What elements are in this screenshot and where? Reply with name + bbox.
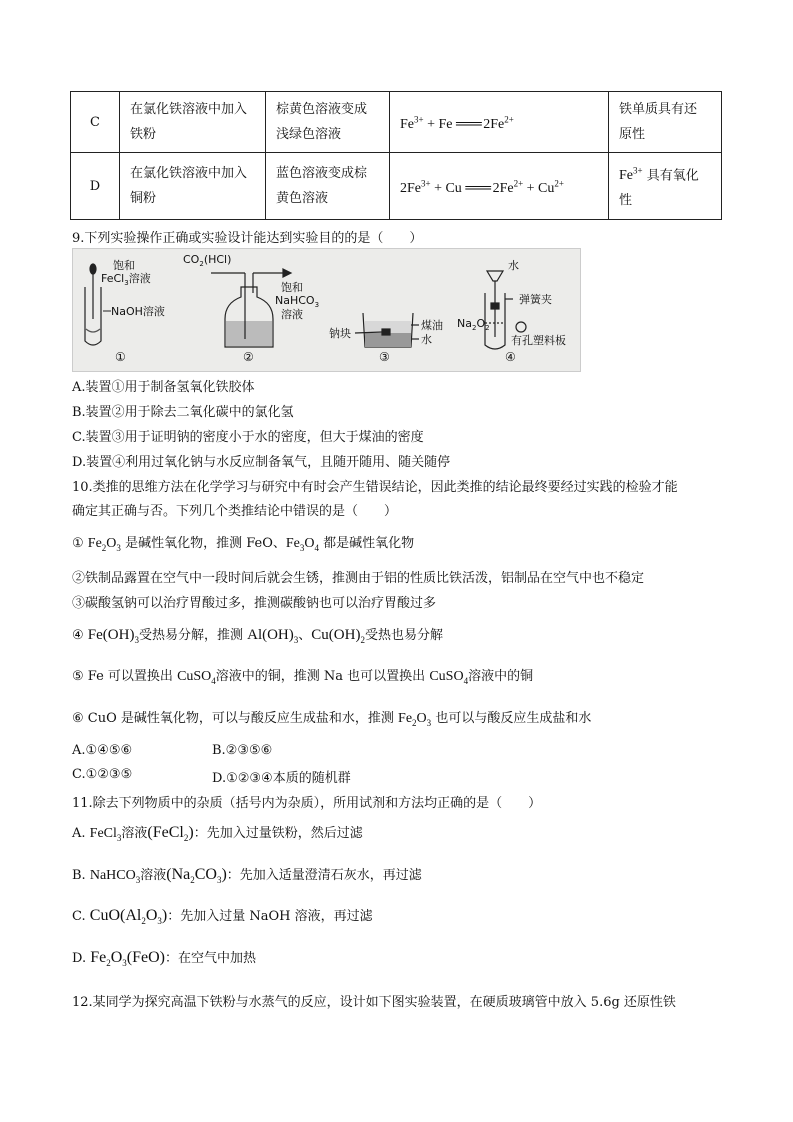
cell-text: 性 [619,193,633,209]
label-n3: ③ [379,350,390,364]
q10-statement-2: ②铁制品露置在空气中一段时间后就会生锈，推测由于铝的性质比铁活泼，铝制品在空气中也不稳定 [72,571,645,586]
cell-text: 原性 [619,127,646,142]
q10-option-b: B.②③⑤⑥ [212,743,273,758]
answer-table [70,91,722,220]
label-n2: ② [243,350,254,364]
label-3a: 钠块 [329,327,351,340]
label-4a: 水 [508,259,519,272]
phenomenon-cell [266,92,390,153]
label-1c: NaOH溶液 [111,305,165,318]
operation-cell [120,153,266,220]
conclusion-cell: $Fe^{3+}$ 具有氧化 性 [609,153,722,220]
q11-option-c: C. $CuO(Al_2O_3)$：先加入过量 NaOH 溶液，再过滤 [72,907,373,927]
label-3c: 水 [421,333,432,346]
experiment-apparatus-figure [72,248,581,372]
label-1-fecl3: FeCl$_3$溶液 [101,272,151,287]
label-n4: ④ [505,350,516,364]
apparatus-2 [211,269,291,347]
q10-statement-3: ③碳酸氢钠可以治疗胃酸过多，推测碳酸钠也可以治疗胃酸过多 [72,596,437,611]
question-9-stem: 9.下列实验操作正确或实验设计能达到实验目的的是（ ） [72,231,423,246]
phenomenon-cell [266,153,390,220]
apparatus-drawing [73,249,580,371]
equation-cell: $2Fe^{3+} + Cu$ ═══ $2Fe^{2+} + Cu^{2+}$ [390,153,609,220]
q9-option-d: D.装置④利用过氧化钠与水反应制备氧气，且随开随用、随关随停 [72,455,451,470]
label-n1: ① [115,350,126,364]
question-11-stem: 11.除去下列物质中的杂质（括号内为杂质），所用试剂和方法均正确的是（ ） [72,796,542,811]
cell-text: 蓝色溶液变成棕 [276,166,368,181]
q10-statement-1: ① $Fe_2O_3$ 是碱性氧化物，推测 FeO、$Fe_3O_4$ 都是碱性氧化物 [72,536,415,553]
q11-option-d: D. $Fe_2O_3(FeO)$：在空气中加热 [72,949,257,969]
question-10-stem-line1: 10.类推的思维方法在化学学习与研究中有时会产生错误结论，因此类推的结论最终要经过实践的检验才能 [72,480,678,495]
label-4c: 有孔塑料板 [511,334,566,347]
row-key: C [71,92,120,153]
label-2-nahco3: NaHCO$_3$ [275,294,320,309]
cell-text: 在氯化铁溶液中加入 [130,166,248,181]
q10-statement-6: ⑥ CuO 是碱性氧化物，可以与酸反应生成盐和水，推测 $Fe_2O_3$ 也可以与酸反应生成盐和水 [72,711,592,728]
label-4-na2o2: $Na_2O_2$ [457,317,490,332]
q11-option-a: A. FeCl$_3$溶液(FeCl$_2$)：先加入过量铁粉，然后过滤 [72,824,363,844]
cell-text: 在氯化铁溶液中加入 [130,102,248,117]
label-2-co2: $CO_2(HCl)$ [183,253,232,268]
table-row [71,92,722,153]
q10-option-c: C.①②③⑤ [72,767,133,782]
question-12-stem: 12.某同学为探究高温下铁粉与水蒸气的反应，设计如下图实验装置，在硬质玻璃管中放入 5.6g 还原性铁 [72,995,676,1010]
label-1a: 饱和 [113,259,135,272]
q9-option-b: B.装置②用于除去二氧化碳中的氯化氢 [72,405,294,420]
q10-statement-4: ④ $Fe(OH)_3$受热易分解，推测 $Al(OH)_3$、$Cu(OH)_2$受热也易分解 [72,627,443,645]
label-2c: 饱和 [281,281,303,294]
cell-text: 黄色溶液 [276,191,329,206]
conclusion-cell [609,92,722,153]
q10-option-d: D.①②③④本质的随机群 [212,771,351,786]
apparatus-3 [355,313,419,347]
row-key: D [71,153,120,220]
cell-text: 棕黄色溶液变成 [276,102,368,117]
cell-text: 铁单质具有还 [619,102,698,117]
cell-text: 浅绿色溶液 [276,127,342,142]
q10-option-a: A.①④⑤⑥ [72,743,133,758]
q10-statement-5: ⑤ Fe 可以置换出 CuSO$_4$溶液中的铜，推测 Na 也可以置换出 CuSO$_4$溶液中的铜 [72,669,534,686]
label-4b: 弹簧夹 [519,293,552,306]
q9-option-c: C.装置③用于证明钠的密度小于水的密度，但大于煤油的密度 [72,430,424,445]
question-10-stem-line2: 确定其正确与否。下列几个类推结论中错误的是（ ） [72,504,398,519]
cell-text: 铁粉 [130,127,157,142]
apparatus-1 [85,264,101,345]
label-3b: 煤油 [421,319,443,332]
cell-text: 铜粉 [130,191,157,206]
cell-text: 具有氧化 [646,168,699,184]
equation-cell: $Fe^{3+} + Fe$ ═══ $2Fe^{2+}$ [390,92,609,153]
operation-cell [120,92,266,153]
q11-option-b: B. NaHCO$_3$溶液$(Na_2CO_3)$：先加入适量澄清石灰水，再过滤 [72,866,422,886]
label-2d: 溶液 [281,308,303,321]
q9-option-a: A.装置①用于制备氢氧化铁胶体 [72,380,255,395]
table-row [71,153,722,220]
